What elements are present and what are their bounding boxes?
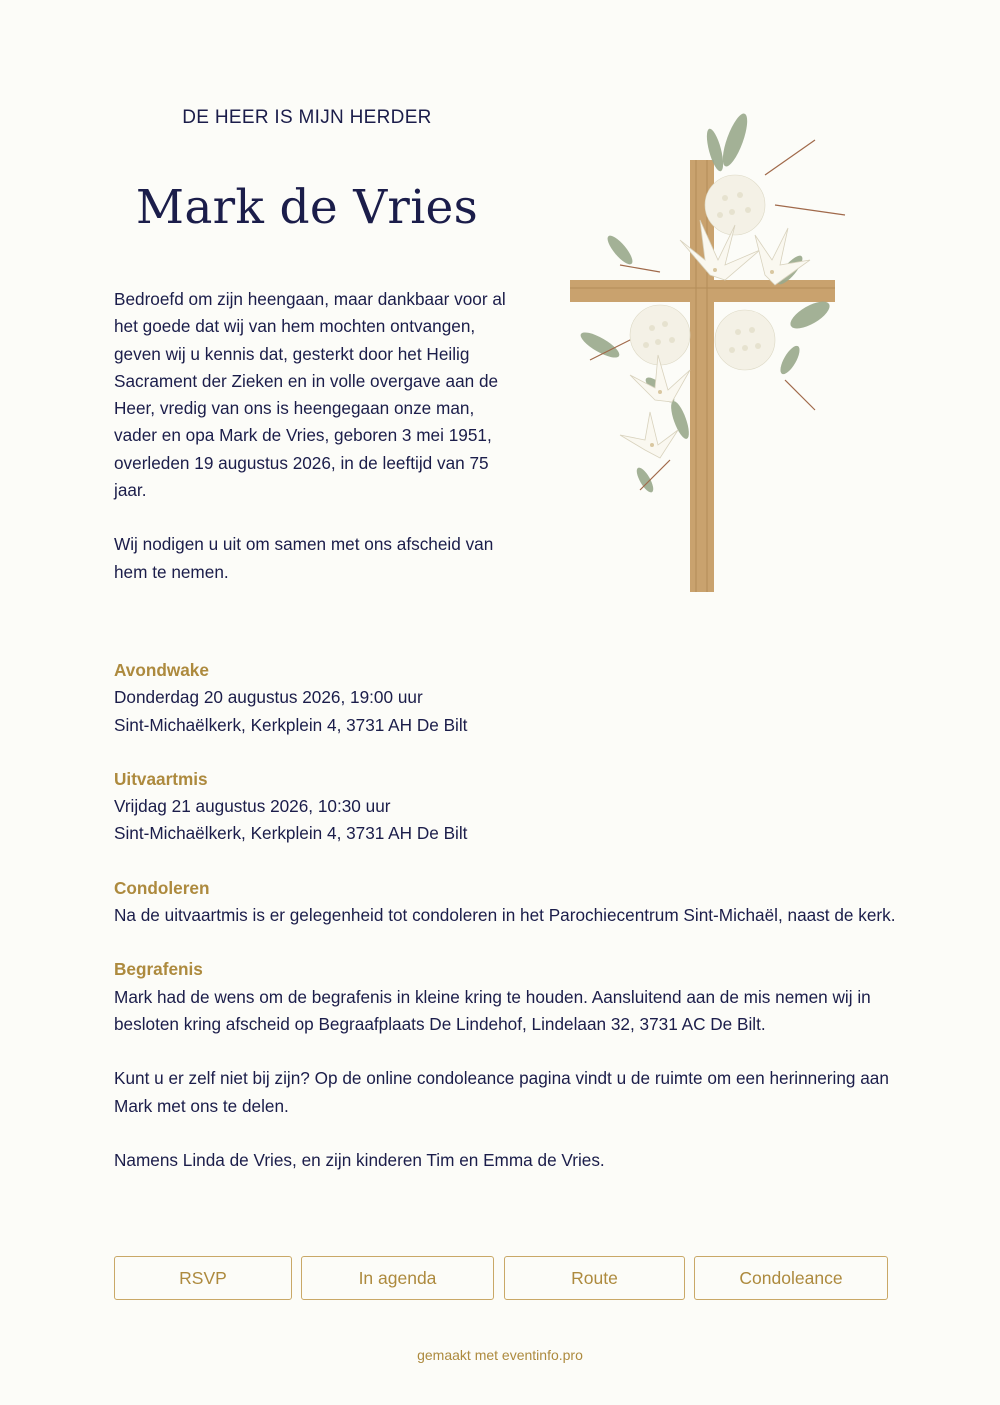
event-avondwake [114,657,899,739]
verse-heading: DE HEER IS MIJN HERDER [182,107,432,128]
cross-with-lilies-icon [560,100,860,600]
event-title: Avondwake [114,660,209,680]
event-details [114,657,899,1201]
route-button[interactable]: Route [504,1256,685,1300]
add-to-agenda-button[interactable]: In agenda [301,1256,494,1300]
family-signature: Namens Linda de Vries, en zijn kinderen Tim en Emma de Vries. [114,1149,605,1170]
event-description: Mark had de wens om de begrafenis in kleine kring te houden. Aansluitend aan de mis nemen wij in besloten kring afscheid op Begraafplaats De Lindehof, Lindelaan 32, 3731 AC De Bilt. [114,986,871,1034]
event-uitvaartmis [114,766,899,848]
event-title: Condoleren [114,877,210,898]
rsvp-button[interactable]: RSVP [114,1256,292,1300]
event-title: Uitvaartmis [114,768,208,789]
intro-text [114,286,514,613]
intro-paragraph: Bedroefd om zijn heengaan, maar dankbaar voor al het goede dat wij van hem mochten ontvangen, geven wij u kennis dat, gesterkt door het Heilig Sacrament der Zieken en in volle overgave aan de Heer, vredig van ons is heengegaan onze man, vader en opa Mark de Vries, geboren 3 mei 1951, overleden 19 augustus 2026, in de leeftijd van 75 jaar. [114,289,506,501]
event-description: Na de uitvaartmis is er gelegenheid tot condoleren in het Parochiecentrum Sint-Michaël, naast de kerk. [114,905,896,926]
event-datetime: Donderdag 20 augustus 2026, 19:00 uur [114,687,423,708]
condolence-button[interactable]: Condoleance [694,1256,888,1300]
event-datetime: Vrijdag 21 augustus 2026, 10:30 uur [114,796,391,817]
event-location: Sint-Michaëlkerk, Kerkplein 4, 3731 AH De Bilt [114,823,468,844]
event-condoleren [114,875,899,930]
footer-credit-link[interactable]: gemaakt met eventinfo.pro [417,1347,583,1363]
online-condolence-note: Kunt u er zelf niet bij zijn? Op de online condoleance pagina vindt u de ruimte om een herinnering aan Mark met ons te delen. [114,1068,889,1116]
event-location: Sint-Michaëlkerk, Kerkplein 4, 3731 AH De Bilt [114,714,468,735]
event-begrafenis [114,956,899,1038]
deceased-name: Mark de Vries [135,180,479,235]
invitation-paragraph: Wij nodigen u uit om samen met ons afscheid van hem te nemen. [114,534,494,582]
event-title: Begrafenis [114,959,203,980]
